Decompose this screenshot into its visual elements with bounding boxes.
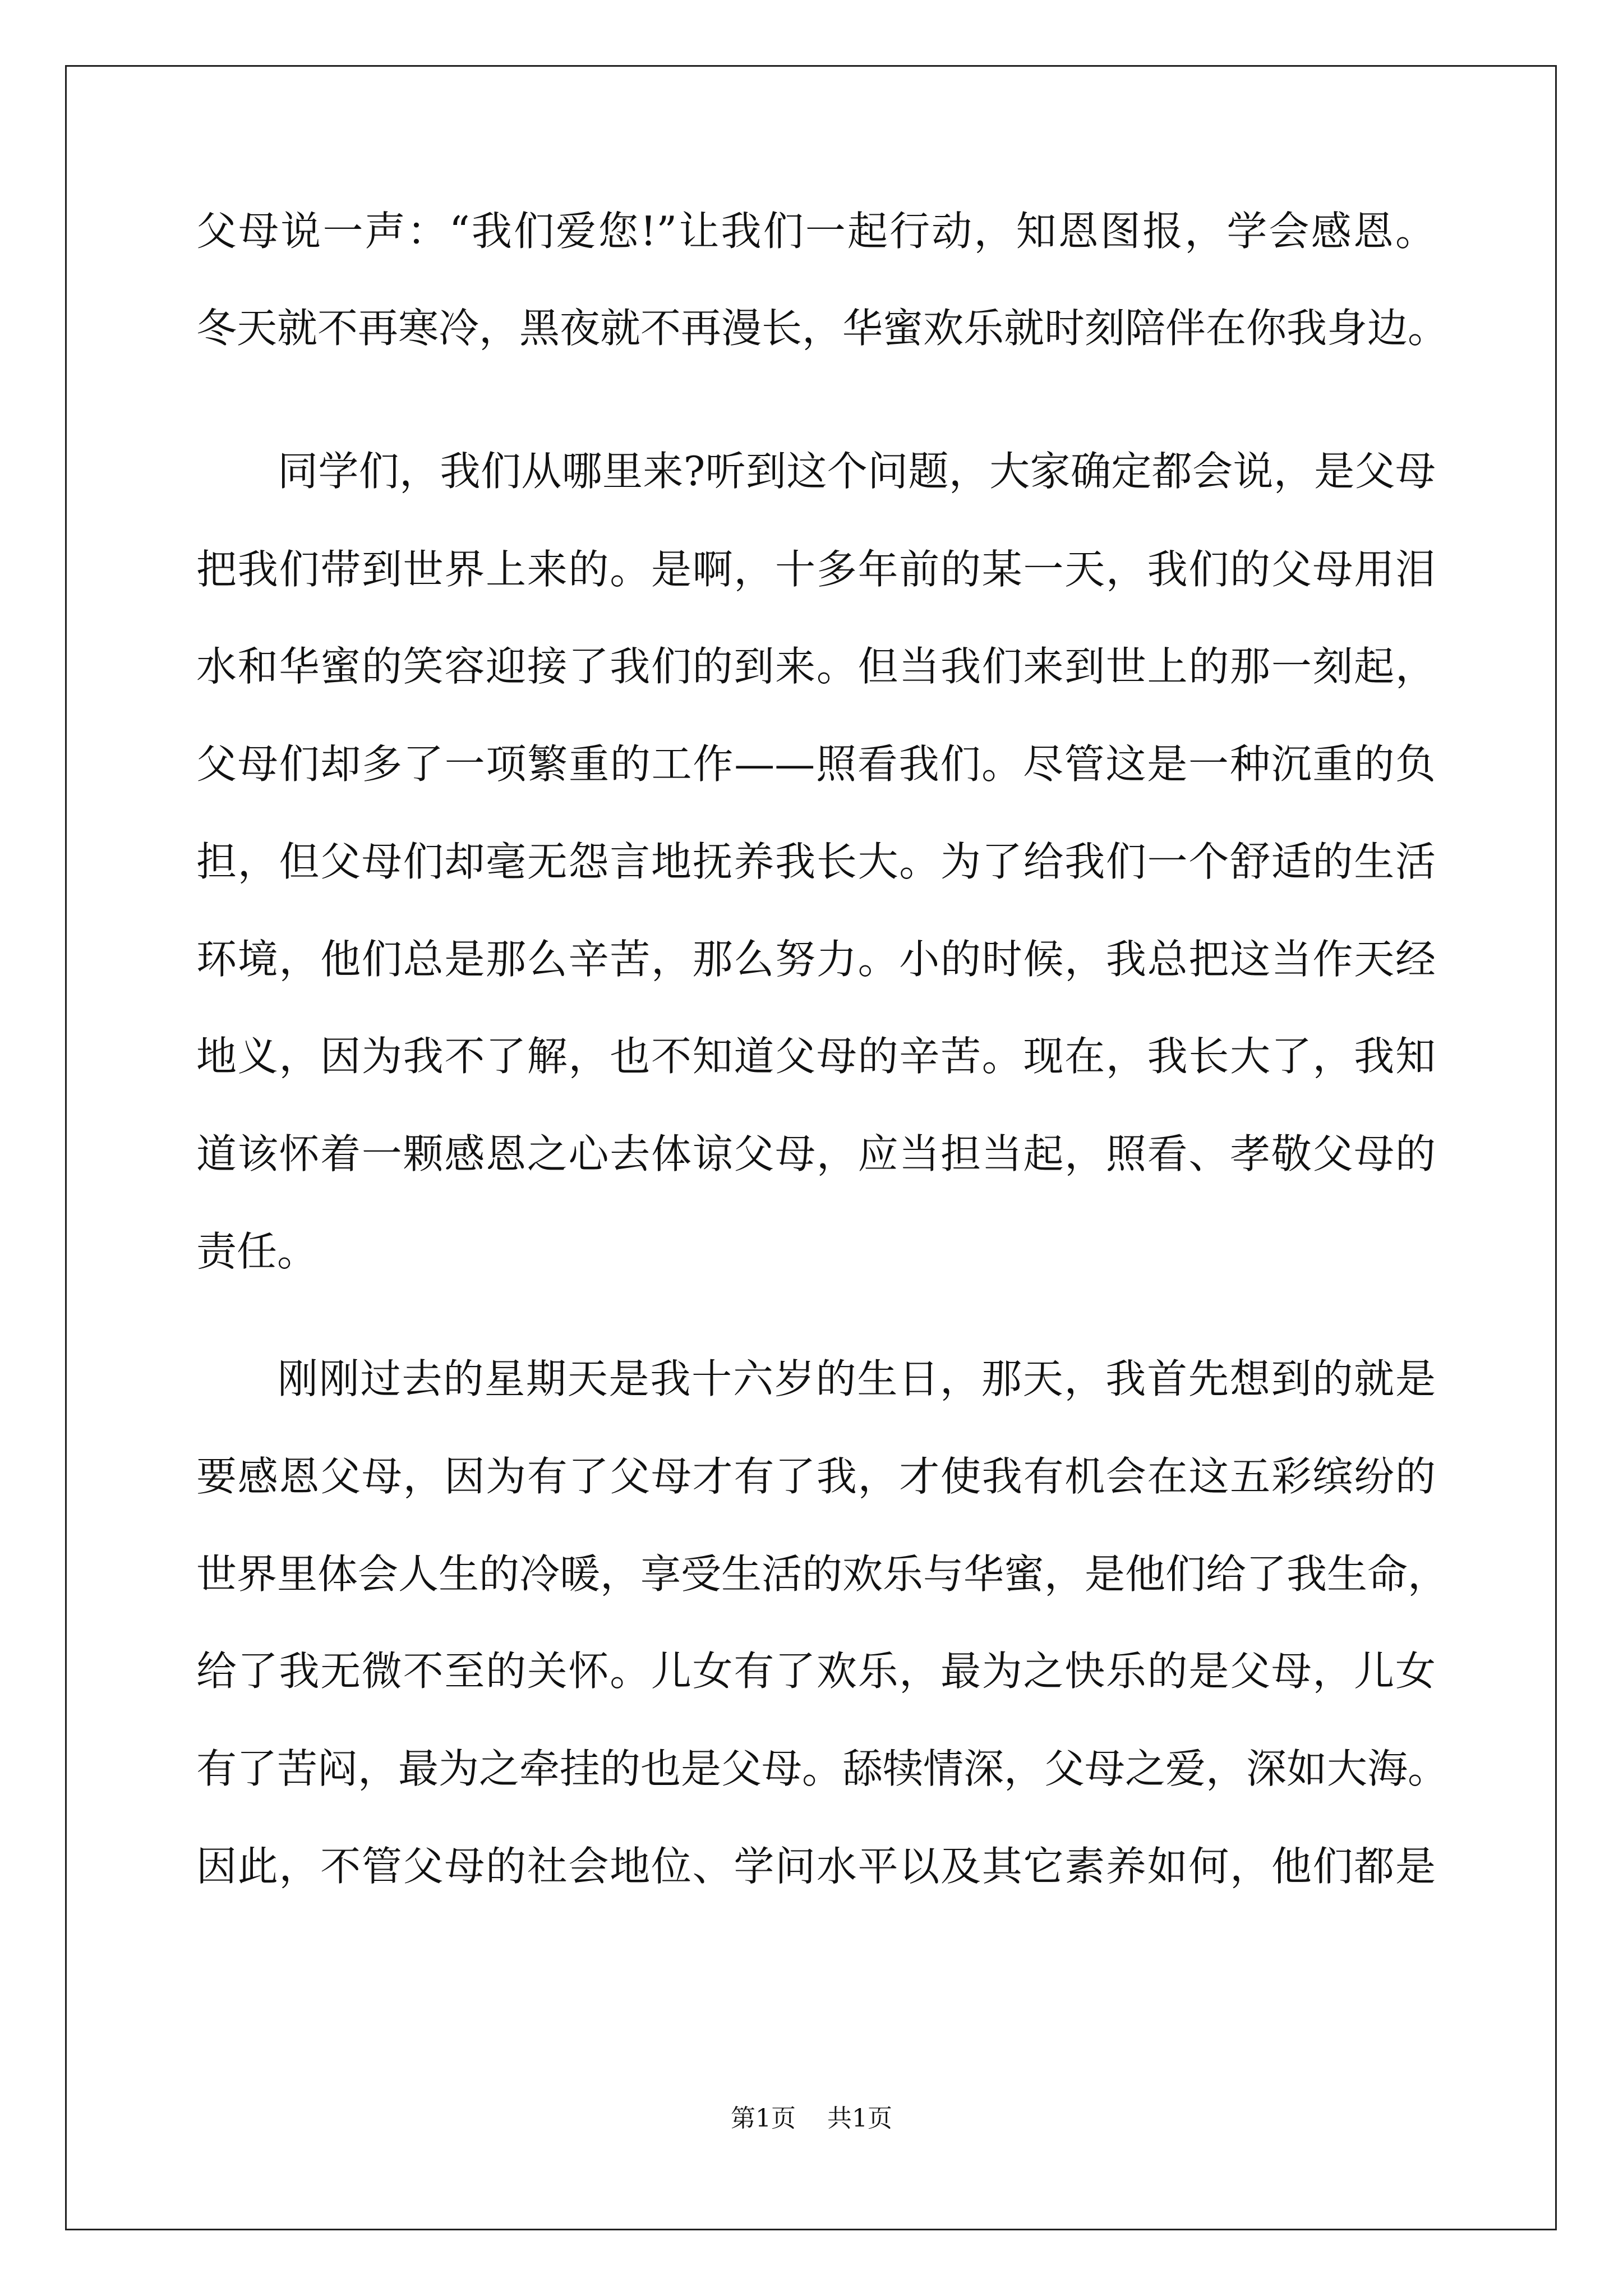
- text-line-13: 要感恩父母，因为有了父母才有了我，才使我有机会在这五彩缤纷的: [196, 1453, 1436, 1500]
- text-line-16: 有了苦闷，最为之牵挂的也是父母。舔犊情深，父母之爱，深如大海。: [196, 1745, 1449, 1792]
- text-line-3: 同学们，我们从哪里来?听到这个问题，大家确定都会说，是父母: [278, 448, 1436, 495]
- text-line-4: 把我们带到世界上来的。是啊，十多年前的某一天，我们的父母用泪: [196, 546, 1436, 593]
- text-line-11: 责任。: [196, 1228, 318, 1275]
- page-number-total: 共1页: [827, 2104, 892, 2133]
- text-line-7: 担，但父母们却毫无怨言地抚养我长大。为了给我们一个舒适的生活: [196, 838, 1436, 885]
- text-line-9: 地义，因为我不了解，也不知道父母的辛苦。现在，我长大了，我知: [196, 1033, 1436, 1080]
- text-line-1: 父母说一声：“我们爱您!”让我们一起行动，知恩图报，学会感恩。: [196, 208, 1436, 255]
- text-line-15: 给了我无微不至的关怀。儿女有了欢乐，最为之快乐的是父母，儿女: [196, 1648, 1436, 1695]
- text-line-2: 冬天就不再寒冷，黑夜就不再漫长，华蜜欢乐就时刻陪伴在你我身边。: [196, 305, 1449, 352]
- text-line-5: 水和华蜜的笑容迎接了我们的到来。但当我们来到世上的那一刻起，: [196, 643, 1436, 690]
- text-line-8: 环境，他们总是那么辛苦，那么努力。小的时候，我总把这当作天经: [196, 936, 1436, 983]
- page-footer: [0, 2102, 1623, 2136]
- page-number-current: 第1页: [731, 2104, 796, 2133]
- text-line-14: 世界里体会人生的冷暖，享受生活的欢乐与华蜜，是他们给了我生命，: [196, 1550, 1449, 1598]
- text-line-10: 道该怀着一颗感恩之心去体谅父母，应当担当起，照看、孝敬父母的: [196, 1130, 1436, 1177]
- text-line-6: 父母们却多了一项繁重的工作——照看我们。尽管这是一种沉重的负: [196, 740, 1436, 788]
- text-line-12: 刚刚过去的星期天是我十六岁的生日，那天，我首先想到的就是: [278, 1355, 1436, 1402]
- text-line-17: 因此，不管父母的社会地位、学问水平以及其它素养如何，他们都是: [196, 1843, 1436, 1890]
